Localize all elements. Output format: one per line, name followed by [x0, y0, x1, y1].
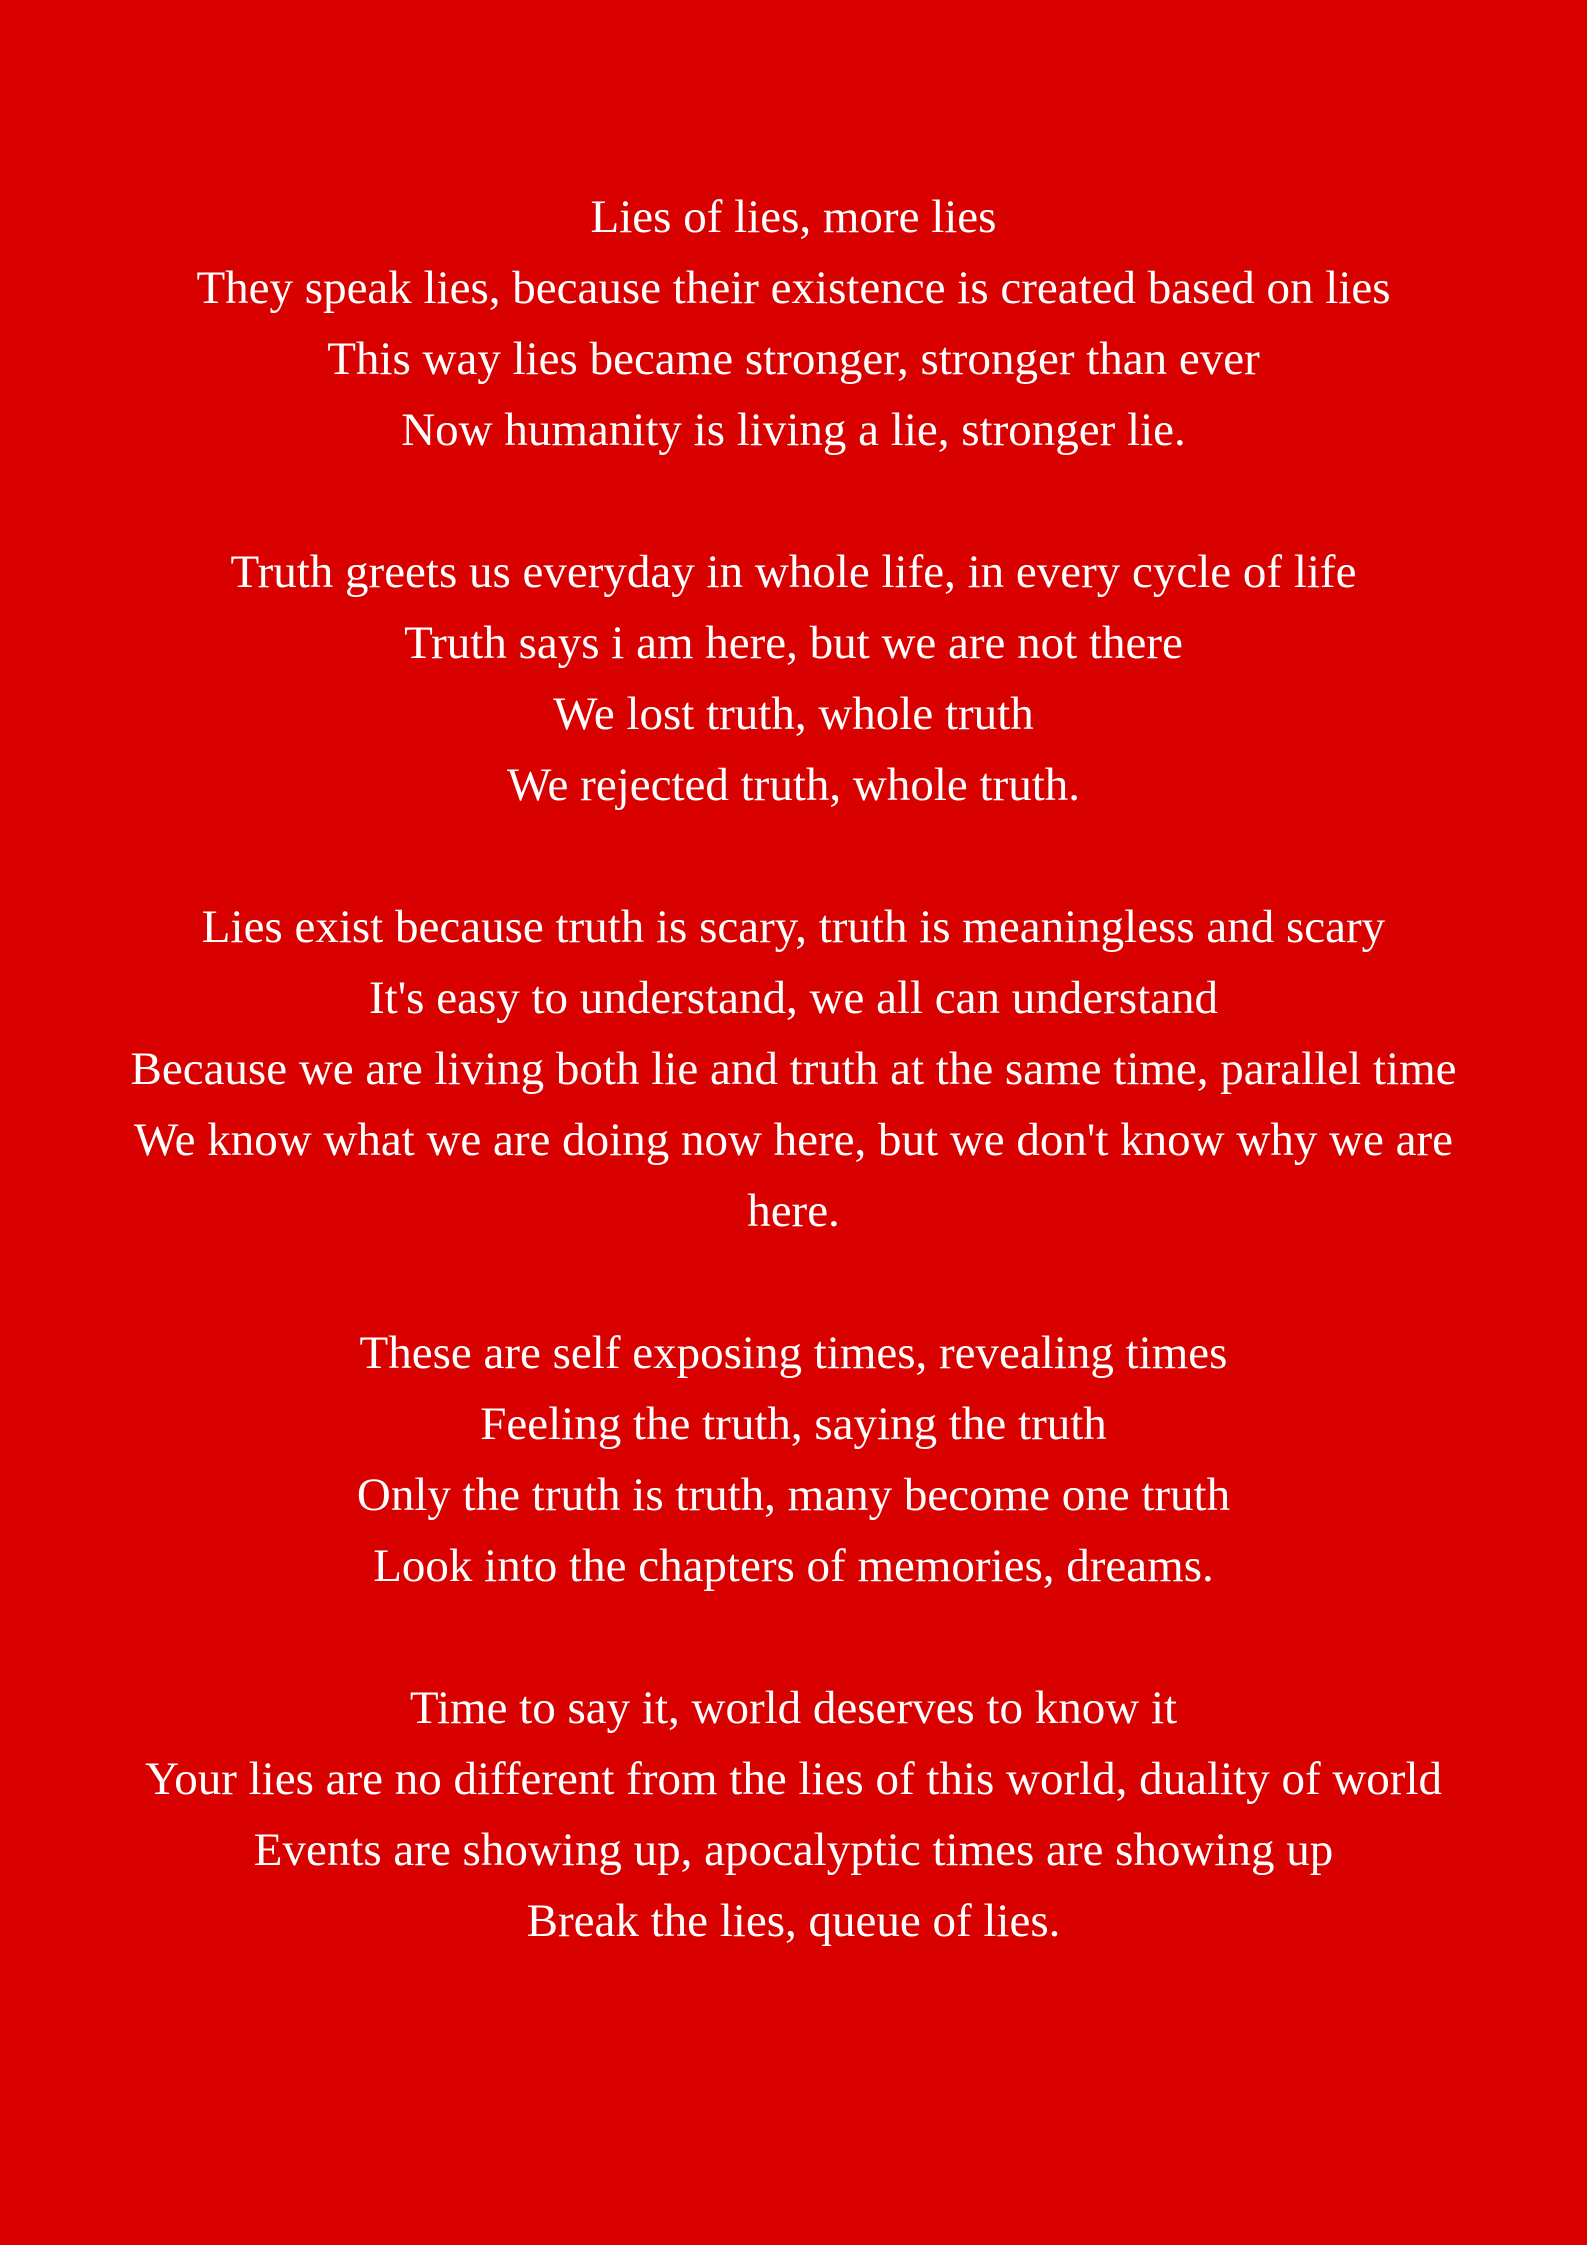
poem-line: We know what we are doing now here, but we don't know why we are here. — [133, 1114, 1453, 1237]
poem-line: Your lies are no different from the lies of this world, duality of world — [144, 1753, 1443, 1805]
poem-line: Because we are living both lie and truth at the same time, parallel time — [130, 1043, 1457, 1095]
stanza-3 — [120, 892, 1467, 1247]
poem-line: Time to say it, world deserves to know it — [409, 1682, 1178, 1734]
poem-line: Lies of lies, more lies — [590, 191, 997, 243]
poem-line: We lost truth, whole truth — [553, 688, 1034, 740]
stanza-4 — [120, 1318, 1467, 1602]
stanza-2 — [120, 537, 1467, 821]
poem-line: It's easy to understand, we all can understand — [369, 972, 1218, 1024]
stanza-5 — [120, 1673, 1467, 1957]
poem-line: Break the lies, queue of lies. — [526, 1895, 1061, 1947]
stanza-1 — [120, 182, 1467, 466]
poem-line: Feeling the truth, saying the truth — [480, 1398, 1107, 1450]
poem-line: We rejected truth, whole truth. — [506, 759, 1081, 811]
poem-line: Look into the chapters of memories, dreams. — [373, 1540, 1214, 1592]
poem-line: Truth greets us everyday in whole life, in every cycle of life — [230, 546, 1357, 598]
poem-line: Events are showing up, apocalyptic times are showing up — [253, 1824, 1334, 1876]
poem-body — [0, 182, 1587, 1957]
poem-line: Truth says i am here, but we are not there — [404, 617, 1183, 669]
poem-line: They speak lies, because their existence is created based on lies — [196, 262, 1391, 314]
poem-line: These are self exposing times, revealing times — [359, 1327, 1228, 1379]
poem-line: Lies exist because truth is scary, truth is meaningless and scary — [201, 901, 1386, 953]
poem-line: This way lies became stronger, stronger than ever — [327, 333, 1260, 385]
poem-line: Now humanity is living a lie, stronger lie. — [401, 404, 1186, 456]
poem-line: Only the truth is truth, many become one truth — [356, 1469, 1231, 1521]
